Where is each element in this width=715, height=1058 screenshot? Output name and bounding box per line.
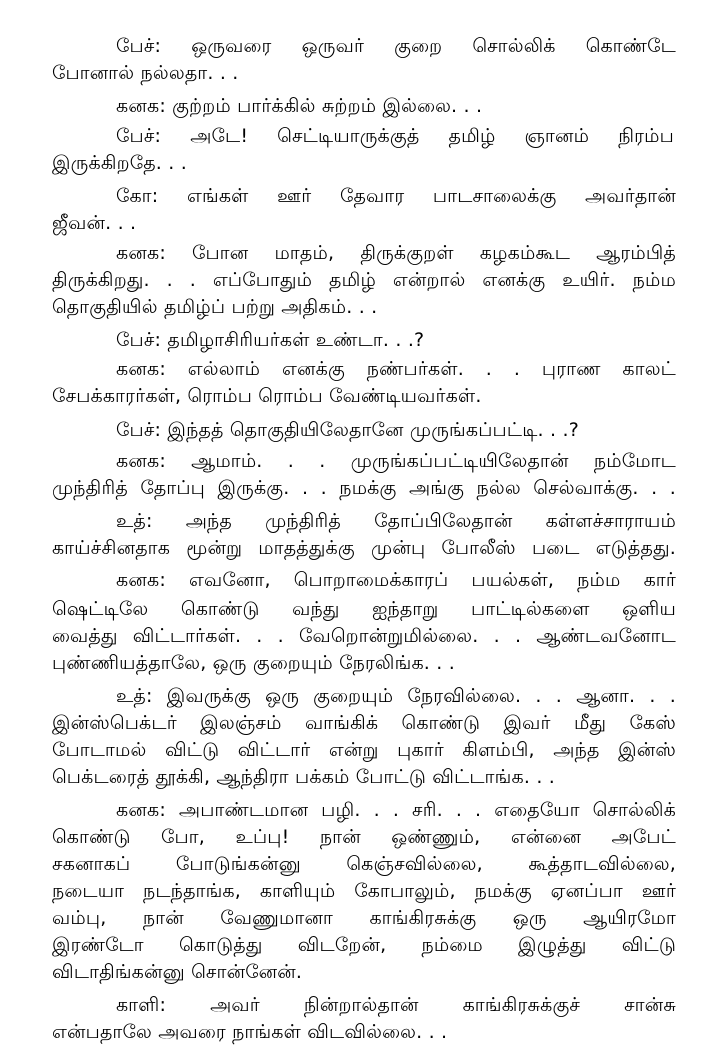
dialogue-line: இன்ஸ்பெக்டர் இலஞ்சம் வாங்கிக் கொண்டு இவர் மீது கேஸ் [52,712,676,734]
dialogue-line: நடையா நடந்தாங்க, காளியும் கோபாலும், நமக்கு ஏனப்பா ஊர் [52,880,676,902]
dialogue-line: திருக்கிறது. . . எப்போதும் தமிழ் என்றால் எனக்கு உயிர். நம்ம [52,269,676,291]
dialogue-line: கனக: அபாண்டமான பழி. . . சரி. . . எதையோ சொல்லிக் [116,799,676,821]
dialogue-line: சேபக்காரர்கள், ரொம்ப ரொம்ப வேண்டியவர்கள். [52,385,482,407]
dialogue-line: பேச்: இந்தத் தொகுதியிலேதானே முருங்கப்பட்டி. . .? [116,419,580,441]
dialogue-line: பேச்: அடே! செட்டியாருக்குத் தமிழ் ஞானம் நிரம்ப [116,125,674,147]
dialogue-line: போனால் நல்லதா. . . [52,62,239,84]
dialogue-line: இருக்கிறதே. . . [52,152,188,174]
dialogue-line: கனக: குற்றம் பார்க்கில் சுற்றம் இல்லை. . . [116,95,483,117]
dialogue-line: காளி: அவர் நின்றால்தான் காங்கிரசுக்குச் சான்சு [116,994,676,1016]
dialogue-line: சகனாகப் போடுங்கன்னு கெஞ்சவில்லை, கூத்தாடவில்லை, [52,853,676,875]
dialogue-line: புண்ணியத்தாலே, ஒரு குறையும் நேரலிங்க. . . [52,652,455,674]
dialogue-line: உத்: அந்த முந்திரித் தோப்பிலேதான் கள்ளச்சாராயம் [116,510,676,532]
dialogue-line: தொகுதியில் தமிழ்ப் பற்று அதிகம். . . [52,296,378,318]
dialogue-line: ஜீவன். . . [52,212,137,234]
dialogue-line: வம்பு, நான் வேணுமானா காங்கிரசுக்கு ஒரு ஆயிரமோ [52,907,676,929]
dialogue-line: முந்திரித் தோப்பு இருக்கு. . . நமக்கு அங்கு நல்ல செல்வாக்கு. . . [52,477,676,499]
dialogue-line: கோ: எங்கள் ஊர் தேவார பாடசாலைக்கு அவர்தான் [116,185,676,207]
dialogue-line: கொண்டு போ, உப்பு! நான் ஒண்ணும், என்னை அபேட் [52,826,676,848]
dialogue-line: இரண்டோ கொடுத்து விடறேன், நம்மை இழுத்து விட்டு [52,934,676,956]
dialogue-line: கனக: ஆமாம். . . முருங்கப்பட்டியிலேதான் நம்மோட [116,450,676,472]
dialogue-line: கனக: எவனோ, பொறாமைக்காரப் பயல்கள், நம்ம கார் [116,569,676,591]
dialogue-line: காய்ச்சினதாக மூன்று மாதத்துக்கு முன்பு போலீஸ் படை எடுத்தது. [52,537,676,559]
dialogue-line: கனக: எல்லாம் எனக்கு நண்பர்கள். . . புராண காலட் [116,358,676,380]
dialogue-line: உத்: இவருக்கு ஒரு குறையும் நேரவில்லை. . . ஆனா. . . [116,685,676,707]
dialogue-line: என்பதாலே அவரை நாங்கள் விடவில்லை. . . [52,1021,448,1043]
dialogue-line: பேச்: ஒருவரை ஒருவர் குறை சொல்லிக் கொண்டே [116,35,676,57]
dialogue-line: போடாமல் விட்டு விட்டார் என்று புகார் கிளம்பி, அந்த இன்ஸ் [52,739,676,761]
dialogue-line: பேச்: தமிழாசிரியர்கள் உண்டா. . .? [116,329,425,351]
dialogue-line: வைத்து விட்டார்கள். . . வேறொன்றுமில்லை. . . ஆண்டவனோட [52,625,676,647]
dialogue-line: ஷெட்டிலே கொண்டு வந்து ஐந்தாறு பாட்டில்களை ஒளிய [52,598,676,620]
dialogue-line: விடாதிங்கன்னு சொன்னேன். [52,961,303,983]
dialogue-line: பெக்டரைத் தூக்கி, ஆந்திரா பக்கம் போட்டு விட்டாங்க. . . [52,766,556,788]
dialogue-line: கனக: போன மாதம், திருக்குறள் கழகம்கூட ஆரம்பித் [116,242,676,264]
